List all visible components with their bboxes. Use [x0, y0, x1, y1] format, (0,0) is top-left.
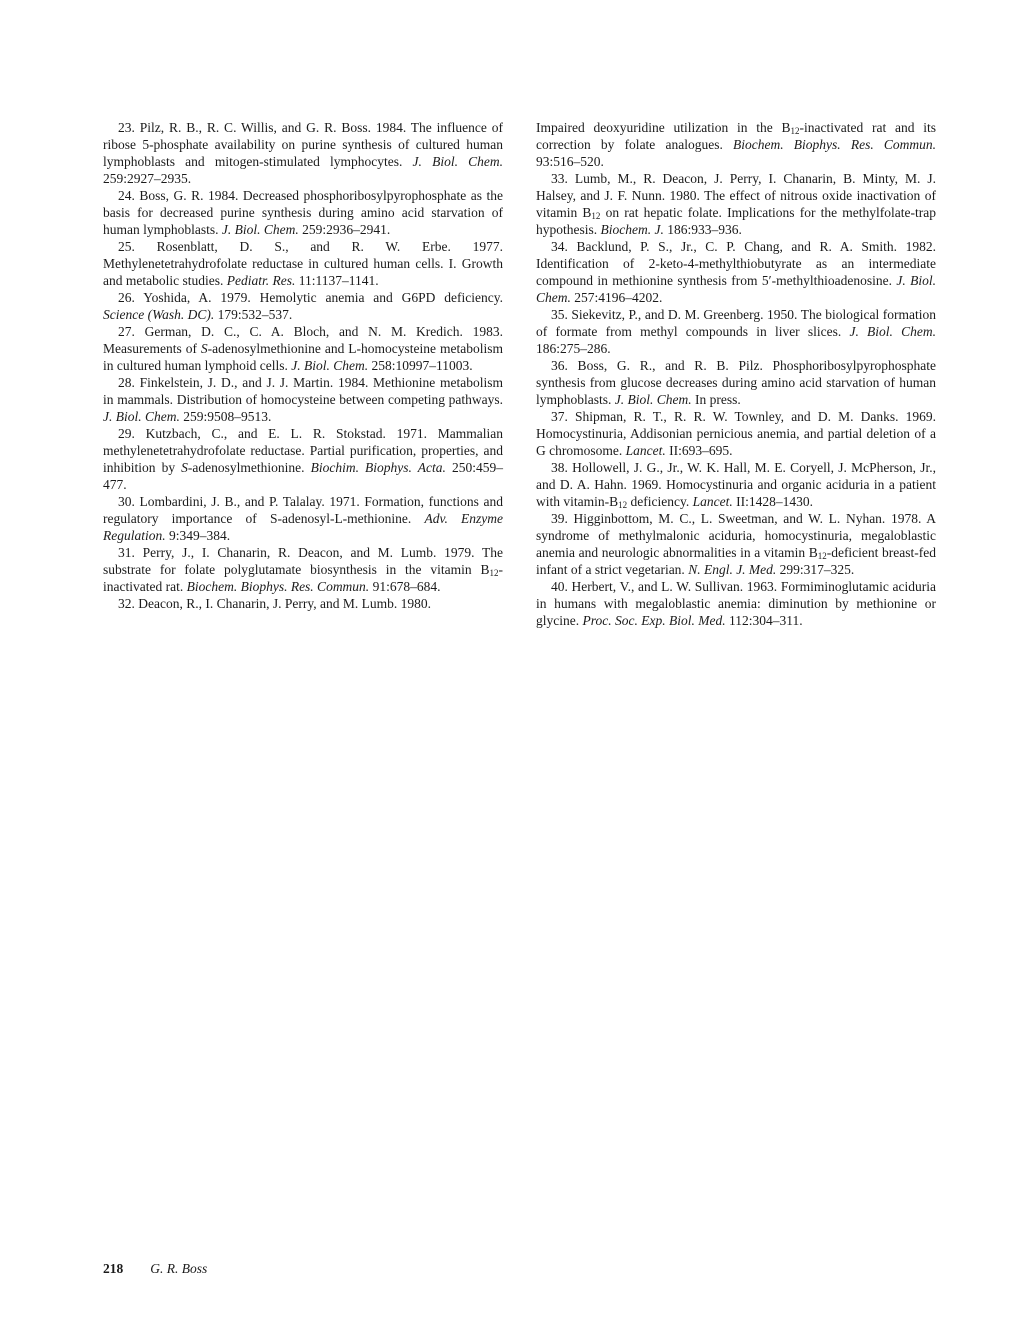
reference-24: 24. Boss, G. R. 1984. Decreased phosphoribosylpyrophosphate as the basis for decreased purine synthesis during amino acid starvation of human lymphoblasts. J. Biol. Chem. 259:2936–2941.	[103, 188, 503, 237]
reference-33: 33. Lumb, M., R. Deacon, J. Perry, I. Chanarin, B. Minty, M. J. Halsey, and J. F. Nunn. 1980. The effect of nitrous oxide inactivation of vitamin $B_{12}$ on rat hepatic folate. Implications for the methylfolate-trap hypothesis. Biochem. J. 186:933–936.	[536, 171, 936, 237]
reference-27: 27. German, D. C., C. A. Bloch, and N. M. Kredich. 1983. Measurements of S-adenosylmethionine and L-homocysteine metabolism in cultured human lymphoid cells. J. Biol. Chem. 258:10997–11003.	[103, 324, 503, 373]
reference-40: 40. Herbert, V., and L. W. Sullivan. 1963. Formiminoglutamic aciduria in humans with megaloblastic anemia: diminution by methionine or glycine. Proc. Soc. Exp. Biol. Med. 112:304–311.	[536, 579, 936, 628]
reference-34: 34. Backlund, P. S., Jr., C. P. Chang, and R. A. Smith. 1982. Identification of 2-keto-4-methylthiobutyrate as an intermediate compound in methionine synthesis from 5′-methylthioadenosine. J. Biol. Chem. 257:4196–4202.	[536, 239, 936, 305]
reference-38: 38. Hollowell, J. G., Jr., W. K. Hall, M. E. Coryell, J. McPherson, Jr., and D. A. Hahn. 1969. Homocystinuria and organic aciduria in a patient with vitamin-$B_{12}$ deficiency. Lancet. II:1428–1430.	[536, 460, 936, 510]
reference-23: 23. Pilz, R. B., R. C. Willis, and G. R. Boss. 1984. The influence of ribose 5-phosphate availability on purine synthesis of cultured human lymphoblasts and mitogen-stimulated lymphocytes. J. Biol. Chem. 259:2927–2935.	[103, 120, 503, 186]
reference-29: 29. Kutzbach, C., and E. L. R. Stokstad. 1971. Mammalian methylenetetrahydrofolate reductase. Partial purification, properties, and inhibition by S-adenosylmethionine. Biochim. Biophys. Acta. 250:459–477.	[103, 426, 503, 492]
page-number: 218	[103, 1261, 124, 1276]
reference-36: 36. Boss, G. R., and R. B. Pilz. Phosphoribosylpyrophosphate synthesis from glucose decreases during amino acid starvation of human lymphoblasts. J. Biol. Chem. In press.	[536, 358, 936, 407]
page-footer	[103, 1260, 207, 1277]
references-column-left	[103, 119, 503, 629]
references-section	[103, 119, 936, 629]
reference-32-continuation: Impaired deoxyuridine utilization in the $B_{12}$-inactivated rat and its correction by folate analogues. Biochem. Biophys. Res. Commun. 93:516–520.	[536, 120, 937, 169]
references-column-right	[536, 119, 936, 629]
running-author: G. R. Boss	[150, 1261, 208, 1276]
reference-28: 28. Finkelstein, J. D., and J. J. Martin. 1984. Methionine metabolism in mammals. Distribution of homocysteine between competing pathways. J. Biol. Chem. 259:9508–9513.	[103, 375, 503, 424]
reference-39: 39. Higginbottom, M. C., L. Sweetman, and W. L. Nyhan. 1978. A syndrome of methylmalonic aciduria, homocystinuria, megaloblastic anemia and neurologic abnormalities in a vitamin $B_{12}$-deficient breast-fed infant of a strict vegetarian. N. Engl. J. Med. 299:317–325.	[536, 511, 937, 577]
reference-31: 31. Perry, J., I. Chanarin, R. Deacon, and M. Lumb. 1979. The substrate for folate polyglutamate biosynthesis in the vitamin $B_{12}$-inactivated rat. Biochem. Biophys. Res. Commun. 91:678–684.	[103, 545, 503, 594]
reference-35: 35. Siekevitz, P., and D. M. Greenberg. 1950. The biological formation of formate from methyl compounds in liver slices. J. Biol. Chem. 186:275–286.	[536, 307, 936, 356]
reference-26: 26. Yoshida, A. 1979. Hemolytic anemia and G6PD deficiency. Science (Wash. DC). 179:532–537.	[103, 290, 503, 322]
reference-30: 30. Lombardini, J. B., and P. Talalay. 1971. Formation, functions and regulatory importance of S-adenosyl-L-methionine. Adv. Enzyme Regulation. 9:349–384.	[103, 494, 503, 543]
reference-37: 37. Shipman, R. T., R. R. W. Townley, and D. M. Danks. 1969. Homocystinuria, Addisonian pernicious anemia, and partial deletion of a G chromosome. Lancet. II:693–695.	[536, 409, 936, 458]
reference-25: 25. Rosenblatt, D. S., and R. W. Erbe. 1977. Methylenetetrahydrofolate reductase in cultured human cells. I. Growth and metabolic studies. Pediatr. Res. 11:1137–1141.	[103, 239, 503, 288]
reference-32: 32. Deacon, R., I. Chanarin, J. Perry, and M. Lumb. 1980.	[118, 596, 431, 611]
